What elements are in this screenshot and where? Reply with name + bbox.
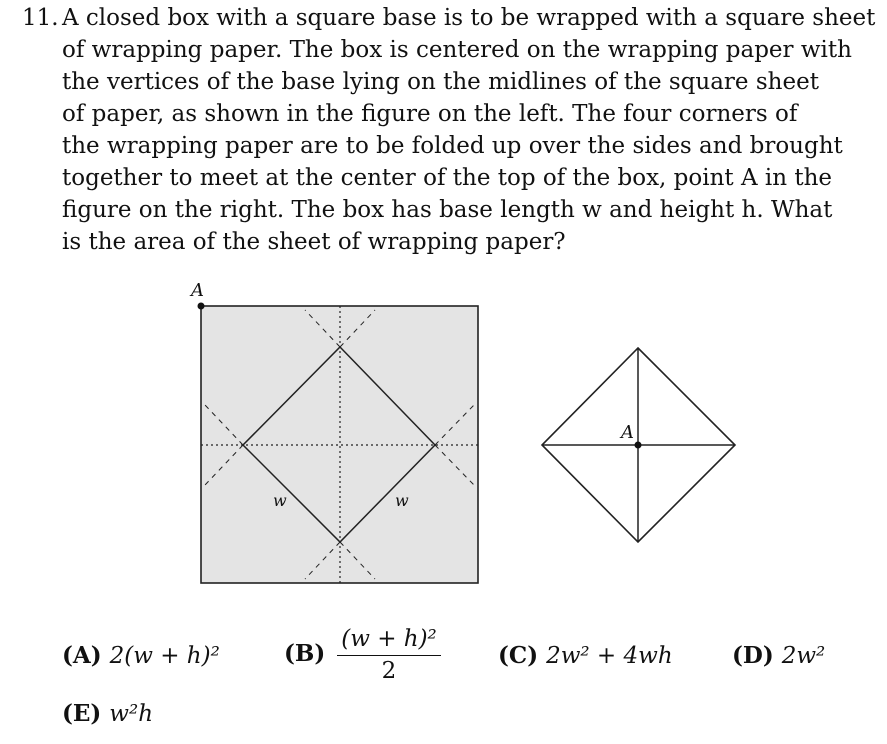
side-label-w-left: w <box>273 491 287 510</box>
problem-number: 11. <box>22 5 59 31</box>
statement-line: is the area of the sheet of wrapping paper? <box>62 229 566 255</box>
choice-b-denominator: 2 <box>381 658 397 684</box>
side-label-w-right: w <box>395 491 409 510</box>
point-a-marker <box>198 303 205 310</box>
choice-e-label: (E) <box>62 700 102 727</box>
point-a-marker <box>635 442 642 449</box>
folded-box-diagram <box>535 340 745 550</box>
point-a-label: A <box>621 422 634 443</box>
choice-a-label: (A) <box>62 642 102 669</box>
statement-line: of paper, as shown in the figure on the left. The four corners of <box>62 101 798 127</box>
choice-b-label: (B) <box>284 640 326 667</box>
choice-b-numerator: (w + h)² <box>337 626 441 656</box>
choice-d[interactable] <box>732 642 825 669</box>
choice-c-label: (C) <box>498 642 539 669</box>
statement-line: figure on the right. The box has base length w and height h. What <box>62 197 833 223</box>
problem-statement <box>62 2 876 258</box>
choice-b[interactable] <box>284 626 441 684</box>
point-a-label: A <box>191 280 204 301</box>
statement-line: the vertices of the base lying on the midlines of the square sheet <box>62 69 819 95</box>
choice-b-fraction <box>337 626 441 684</box>
figure-left-wrapping-paper <box>185 280 495 594</box>
choice-a[interactable] <box>62 642 220 669</box>
choice-c-text: 2w² + 4wh <box>546 643 673 669</box>
statement-line: A closed box with a square base is to be wrapped with a square sheet <box>62 5 876 31</box>
choice-a-text: 2(w + h)² <box>109 643 220 669</box>
statement-line: of wrapping paper. The box is centered on the wrapping paper with <box>62 37 852 63</box>
choice-e-text: w²h <box>109 701 154 727</box>
choice-d-text: 2w² <box>781 643 826 669</box>
wrapping-paper-diagram <box>185 280 495 590</box>
statement-line: together to meet at the center of the top of the box, point A in the <box>62 165 833 191</box>
statement-line: the wrapping paper are to be folded up over the sides and brought <box>62 133 843 159</box>
choice-e[interactable] <box>62 700 153 727</box>
figure-right-folded-box <box>535 340 745 554</box>
choice-c[interactable] <box>498 642 673 669</box>
choice-d-label: (D) <box>732 642 774 669</box>
problem-block <box>22 2 876 258</box>
